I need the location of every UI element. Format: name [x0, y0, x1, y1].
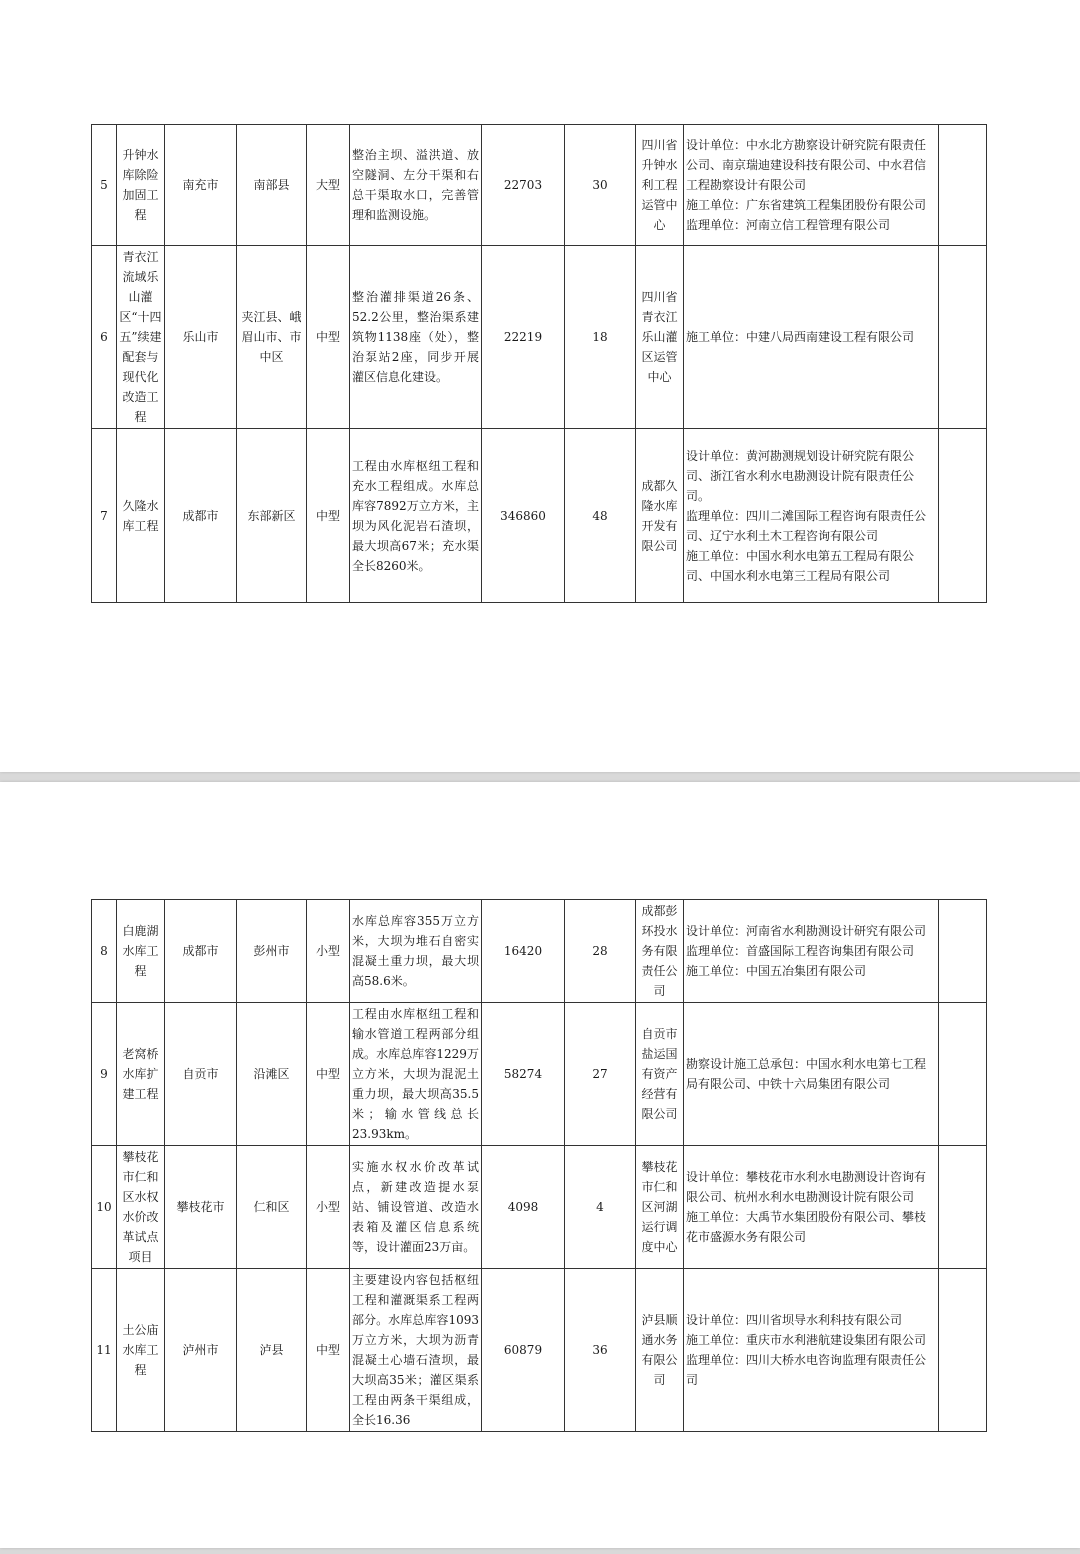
- document-page-2: [0, 782, 1080, 1548]
- participating-units: 设计单位：河南省水利勘测设计研究有限公司 监理单位：首盛国际工程咨询集团有限公司 施工单位：中国五冶集团有限公司: [684, 900, 939, 1003]
- scale: 小型: [307, 1146, 350, 1269]
- investment: 346860: [482, 429, 565, 603]
- project-name: 老窝桥水库扩建工程: [117, 1003, 165, 1146]
- remark: [939, 900, 987, 1003]
- city: 攀枝花市: [165, 1146, 237, 1269]
- city: 泸州市: [165, 1269, 237, 1432]
- project-name: 土公庙水库工程: [117, 1269, 165, 1432]
- table-row: [92, 900, 987, 1003]
- participating-units: 设计单位：黄河勘测规划设计研究院有限公司、浙江省水利水电勘测设计院有限责任公司。 监理单位：四川二滩国际工程咨询有限责任公司、辽宁水利土木工程咨询有限公司 施工单位：中国水利水电第五工程局有限公司、中国水利水电第三工程局有限公司: [684, 429, 939, 603]
- scale: 中型: [307, 246, 350, 429]
- duration: 28: [565, 900, 636, 1003]
- city: 成都市: [165, 900, 237, 1003]
- duration: 30: [565, 125, 636, 246]
- owner-unit: 成都彭环投水务有限责任公司: [636, 900, 684, 1003]
- document-page-1: [0, 0, 1080, 772]
- owner-unit: 攀枝花市仁和区河湖运行调度中心: [636, 1146, 684, 1269]
- owner-unit: 四川省青衣江乐山灌区运管中心: [636, 246, 684, 429]
- row-number: 10: [92, 1146, 117, 1269]
- scale: 小型: [307, 900, 350, 1003]
- participating-units: 设计单位：攀枝花市水利水电勘测设计咨询有限公司、杭州水利水电勘测设计院有限公司 施工单位：大禹节水集团股份有限公司、攀枝花市盛源水务有限公司: [684, 1146, 939, 1269]
- scale: 大型: [307, 125, 350, 246]
- county: 仁和区: [237, 1146, 307, 1269]
- project-name: 久隆水库工程: [117, 429, 165, 603]
- county: 夹江县、峨眉山市、市中区: [237, 246, 307, 429]
- duration: 18: [565, 246, 636, 429]
- row-number: 11: [92, 1269, 117, 1432]
- construction-content: 主要建设内容包括枢纽工程和灌溉渠系工程两部分。水库总库容1093万立方米，大坝为沥青混凝土心墙石渣坝，最大坝高35米；灌区渠系工程由两条干渠组成，全长16.36: [350, 1269, 482, 1432]
- project-name: 攀枝花市仁和区水权水价改革试点项目: [117, 1146, 165, 1269]
- construction-content: 实施水权水价改革试点，新建改造提水泵站、铺设管道、改造水表箱及灌区信息系统等，设计灌面23万亩。: [350, 1146, 482, 1269]
- county: 泸县: [237, 1269, 307, 1432]
- construction-content: 整治灌排渠道26条、52.2公里，整治渠系建筑物1138座（处），整治泵站2座，同步开展灌区信息化建设。: [350, 246, 482, 429]
- project-name: 青衣江流域乐山灌区“十四五”续建配套与现代化改造工程: [117, 246, 165, 429]
- participating-units: 勘察设计施工总承包：中国水利水电第七工程局有限公司、中铁十六局集团有限公司: [684, 1003, 939, 1146]
- construction-content: 整治主坝、溢洪道、放空隧洞、左分干渠和右总干渠取水口，完善管理和监测设施。: [350, 125, 482, 246]
- construction-content: 水库总库容355万立方米，大坝为堆石自密实混凝土重力坝，最大坝高58.6米。: [350, 900, 482, 1003]
- project-name: 白鹿湖水库工程: [117, 900, 165, 1003]
- remark: [939, 246, 987, 429]
- duration: 48: [565, 429, 636, 603]
- investment: 16420: [482, 900, 565, 1003]
- table-row: [92, 1269, 987, 1432]
- construction-content: 工程由水库枢纽工程和输水管道工程两部分组成。水库总库容1229万立方米，大坝为混泥土重力坝，最大坝高35.5米；输水管线总长23.93km。: [350, 1003, 482, 1146]
- county: 彭州市: [237, 900, 307, 1003]
- participating-units: 设计单位：四川省坝导水利科技有限公司 施工单位：重庆市水利港航建设集团有限公司 监理单位：四川大桥水电咨询监理有限责任公司: [684, 1269, 939, 1432]
- scale: 中型: [307, 1003, 350, 1146]
- city: 南充市: [165, 125, 237, 246]
- participating-units: 设计单位：中水北方勘察设计研究院有限责任公司、南京瑞迪建设科技有限公司、中水君信工程勘察设计有限公司 施工单位：广东省建筑工程集团股份有限公司 监理单位：河南立信工程管理有限公司: [684, 125, 939, 246]
- city: 成都市: [165, 429, 237, 603]
- owner-unit: 自贡市盐运国有资产经营有限公司: [636, 1003, 684, 1146]
- owner-unit: 成都久隆水库开发有限公司: [636, 429, 684, 603]
- investment: 22703: [482, 125, 565, 246]
- duration: 36: [565, 1269, 636, 1432]
- row-number: 8: [92, 900, 117, 1003]
- construction-content: 工程由水库枢纽工程和充水工程组成。水库总库容7892万立方米，主坝为风化泥岩石渣坝，最大坝高67米；充水渠全长8260米。: [350, 429, 482, 603]
- project-table-page-1: [91, 124, 987, 603]
- county: 南部县: [237, 125, 307, 246]
- remark: [939, 1269, 987, 1432]
- owner-unit: 四川省升钟水利工程运管中心: [636, 125, 684, 246]
- participating-units: 施工单位：中建八局西南建设工程有限公司: [684, 246, 939, 429]
- city: 乐山市: [165, 246, 237, 429]
- remark: [939, 1003, 987, 1146]
- investment: 58274: [482, 1003, 565, 1146]
- table-row: [92, 1003, 987, 1146]
- table-row: [92, 125, 987, 246]
- duration: 4: [565, 1146, 636, 1269]
- county: 东部新区: [237, 429, 307, 603]
- row-number: 5: [92, 125, 117, 246]
- county: 沿滩区: [237, 1003, 307, 1146]
- table-row: [92, 429, 987, 603]
- project-table-page-2: [91, 899, 987, 1432]
- scale: 中型: [307, 429, 350, 603]
- row-number: 9: [92, 1003, 117, 1146]
- investment: 22219: [482, 246, 565, 429]
- scale: 中型: [307, 1269, 350, 1432]
- remark: [939, 125, 987, 246]
- row-number: 6: [92, 246, 117, 429]
- table-row: [92, 246, 987, 429]
- project-name: 升钟水库除险加固工程: [117, 125, 165, 246]
- investment: 4098: [482, 1146, 565, 1269]
- remark: [939, 429, 987, 603]
- table-row: [92, 1146, 987, 1269]
- investment: 60879: [482, 1269, 565, 1432]
- duration: 27: [565, 1003, 636, 1146]
- owner-unit: 泸县顺通水务有限公司: [636, 1269, 684, 1432]
- row-number: 7: [92, 429, 117, 603]
- city: 自贡市: [165, 1003, 237, 1146]
- remark: [939, 1146, 987, 1269]
